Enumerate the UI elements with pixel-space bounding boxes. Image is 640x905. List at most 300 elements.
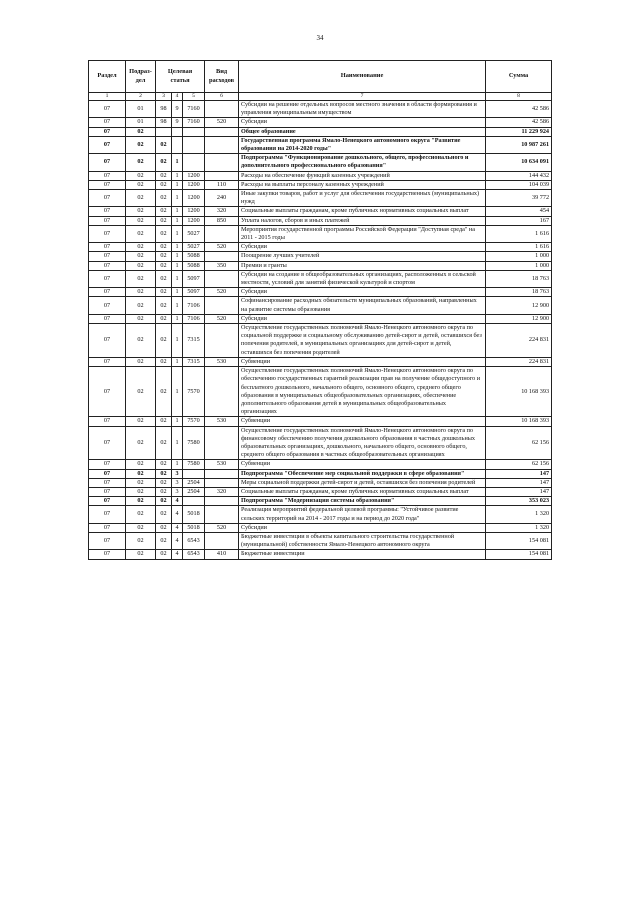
podrazdel-cell: 01 [126,101,156,118]
article-c-cell: 7106 [183,314,205,323]
article-a-cell: 02 [156,180,172,189]
article-a-cell: 98 [156,118,172,127]
sum-cell: 1 000 [486,261,552,270]
sum-cell: 154 081 [486,550,552,559]
vid-cell: 240 [205,190,239,207]
podrazdel-cell: 02 [126,225,156,242]
vid-cell [205,367,239,417]
name-cell: Уплата налогов, сборов и иных платежей [239,216,486,225]
article-c-cell: 5027 [183,225,205,242]
name-cell: Мероприятия государственной программы Российской Федерации "Доступная среда" на 2011 - 2015 годы [239,225,486,242]
index-cell: 4 [172,93,183,101]
podrazdel-cell: 02 [126,171,156,180]
name-cell: Субсидии на решение отдельных вопросов местного значения в области формирования и управления муниципальным имуществом [239,101,486,118]
article-b-cell: 4 [172,506,183,523]
article-a-cell: 02 [156,297,172,314]
article-b-cell: 3 [172,469,183,478]
vid-cell: 520 [205,118,239,127]
name-cell: Субсидии [239,314,486,323]
table-row [89,478,552,487]
razdel-cell: 07 [89,324,126,358]
sum-cell: 1 000 [486,252,552,261]
index-cell: 2 [126,93,156,101]
razdel-cell: 07 [89,497,126,506]
razdel-cell: 07 [89,261,126,270]
podrazdel-cell: 02 [126,367,156,417]
razdel-cell: 07 [89,171,126,180]
index-cell: 3 [156,93,172,101]
razdel-cell: 07 [89,523,126,532]
table-row [89,171,552,180]
table-row [89,357,552,366]
article-b-cell: 1 [172,190,183,207]
article-b-cell: 1 [172,314,183,323]
article-b-cell: 4 [172,532,183,549]
name-cell: Субвенции [239,417,486,426]
vid-cell: 350 [205,261,239,270]
razdel-cell: 07 [89,154,126,171]
article-c-cell: 7315 [183,324,205,358]
table-row [89,426,552,460]
article-c-cell: 1200 [183,190,205,207]
page-number: 34 [316,34,324,42]
sum-cell: 104 039 [486,180,552,189]
article-b-cell: 4 [172,497,183,506]
table-row [89,190,552,207]
article-c-cell: 5088 [183,252,205,261]
name-cell: Осуществление государственных полномочий Ямало-Ненецкого автономного округа по финансовому обеспечению получения дошкольного образования в частных дошкольных образовательных организациях, дошкольного, начального общего, основного общего, среднего общего образования в частных общеобразовательных организациях [239,426,486,460]
podrazdel-cell: 02 [126,417,156,426]
article-b-cell: 1 [172,154,183,171]
sum-cell: 11 229 924 [486,127,552,136]
sum-cell: 10 987 261 [486,136,552,153]
podrazdel-cell: 02 [126,216,156,225]
razdel-cell: 07 [89,118,126,127]
article-a-cell: 02 [156,487,172,496]
sum-cell: 18 763 [486,288,552,297]
header-summa: Сумма [486,61,552,93]
sum-cell: 1 616 [486,243,552,252]
article-b-cell: 1 [172,270,183,287]
table-row [89,154,552,171]
article-a-cell: 02 [156,523,172,532]
vid-cell: 520 [205,288,239,297]
podrazdel-cell: 02 [126,550,156,559]
razdel-cell: 07 [89,216,126,225]
vid-cell [205,270,239,287]
article-c-cell [183,154,205,171]
podrazdel-cell: 02 [126,426,156,460]
podrazdel-cell: 02 [126,136,156,153]
razdel-cell: 07 [89,469,126,478]
article-a-cell: 02 [156,478,172,487]
table-row [89,180,552,189]
vid-cell [205,127,239,136]
table-row [89,417,552,426]
razdel-cell: 07 [89,207,126,216]
article-a-cell [156,127,172,136]
table-row [89,118,552,127]
razdel-cell: 07 [89,252,126,261]
name-cell: Субсидии [239,118,486,127]
podrazdel-cell: 02 [126,288,156,297]
vid-cell [205,171,239,180]
podrazdel-cell: 02 [126,180,156,189]
article-b-cell: 1 [172,357,183,366]
podrazdel-cell: 02 [126,314,156,323]
index-row [89,93,552,101]
razdel-cell: 07 [89,225,126,242]
article-a-cell: 02 [156,550,172,559]
sum-cell: 147 [486,469,552,478]
name-cell: Общее образование [239,127,486,136]
name-cell: Социальные выплаты гражданам, кроме публичных нормативных социальных выплат [239,487,486,496]
sum-cell: 147 [486,478,552,487]
sum-cell: 224 831 [486,357,552,366]
name-cell: Субсидии [239,243,486,252]
index-cell: 7 [239,93,486,101]
razdel-cell: 07 [89,426,126,460]
header-podrazdel: Подраз-дел [126,61,156,93]
article-b-cell: 1 [172,460,183,469]
article-a-cell: 02 [156,270,172,287]
name-cell: Бюджетные инвестиции в объекты капитального строительства государственной (муниципальной) собственности Ямало-Ненецкого автономного округа [239,532,486,549]
article-c-cell: 7160 [183,118,205,127]
vid-cell: 110 [205,180,239,189]
article-a-cell: 02 [156,243,172,252]
razdel-cell: 07 [89,367,126,417]
podrazdel-cell: 02 [126,190,156,207]
article-c-cell: 5018 [183,523,205,532]
table-row [89,243,552,252]
name-cell: Расходы на обеспечение функций казенных учреждений [239,171,486,180]
article-a-cell: 02 [156,417,172,426]
podrazdel-cell: 02 [126,243,156,252]
vid-cell [205,506,239,523]
name-cell: Реализация мероприятий федеральной целевой программы: "Устойчивое развитие сельских территорий на 2014 - 2017 годы и на период до 2020 года" [239,506,486,523]
podrazdel-cell: 02 [126,127,156,136]
article-c-cell [183,127,205,136]
vid-cell [205,154,239,171]
name-cell: Субвенции [239,357,486,366]
razdel-cell: 07 [89,550,126,559]
name-cell: Подпрограмма "Функционирование дошкольного, общего, профессионального и дополнительного профессионального образования" [239,154,486,171]
article-c-cell: 2504 [183,487,205,496]
sum-cell: 154 081 [486,532,552,549]
podrazdel-cell: 02 [126,261,156,270]
table-row [89,261,552,270]
article-c-cell [183,469,205,478]
vid-cell [205,426,239,460]
article-b-cell: 3 [172,478,183,487]
vid-cell [205,469,239,478]
article-c-cell [183,136,205,153]
article-a-cell: 02 [156,469,172,478]
table-row [89,532,552,549]
article-c-cell: 5097 [183,288,205,297]
vid-cell [205,136,239,153]
article-c-cell: 7570 [183,417,205,426]
article-a-cell: 02 [156,532,172,549]
sum-cell: 10 168 393 [486,367,552,417]
article-c-cell: 5088 [183,261,205,270]
sum-cell: 10 634 091 [486,154,552,171]
table-body [89,101,552,560]
razdel-cell: 07 [89,101,126,118]
index-cell: 8 [486,93,552,101]
article-a-cell: 02 [156,252,172,261]
article-c-cell: 5027 [183,243,205,252]
index-cell: 6 [205,93,239,101]
razdel-cell: 07 [89,270,126,287]
podrazdel-cell: 02 [126,478,156,487]
vid-cell [205,252,239,261]
article-b-cell: 1 [172,297,183,314]
table-row [89,136,552,153]
razdel-cell: 07 [89,532,126,549]
sum-cell: 144 432 [486,171,552,180]
vid-cell: 530 [205,460,239,469]
razdel-cell: 07 [89,478,126,487]
razdel-cell: 07 [89,297,126,314]
vid-cell: 530 [205,357,239,366]
article-a-cell: 02 [156,171,172,180]
article-b-cell: 9 [172,118,183,127]
article-b-cell: 1 [172,243,183,252]
podrazdel-cell: 02 [126,497,156,506]
article-c-cell: 7570 [183,367,205,417]
table-row [89,497,552,506]
article-c-cell: 1200 [183,207,205,216]
name-cell: Подпрограмма "Модернизация системы образования" [239,497,486,506]
vid-cell [205,225,239,242]
name-cell: Субсидии [239,523,486,532]
article-a-cell: 02 [156,190,172,207]
article-c-cell: 7160 [183,101,205,118]
vid-cell: 850 [205,216,239,225]
vid-cell [205,532,239,549]
podrazdel-cell: 02 [126,154,156,171]
article-a-cell: 98 [156,101,172,118]
article-c-cell: 7315 [183,357,205,366]
article-c-cell: 6543 [183,532,205,549]
name-cell: Осуществление государственных полномочий Ямало-Ненецкого автономного округа по социальной поддержке и социальному обслуживанию детей-сирот и детей, оставшихся без попечения родителей, в муниципальных организациях для детей-сирот и детей, оставшихся без попечения родителей [239,324,486,358]
sum-cell: 62 156 [486,460,552,469]
table-row [89,469,552,478]
razdel-cell: 07 [89,314,126,323]
article-a-cell: 02 [156,288,172,297]
table-row [89,127,552,136]
article-b-cell: 3 [172,487,183,496]
razdel-cell: 07 [89,127,126,136]
razdel-cell: 07 [89,417,126,426]
podrazdel-cell: 02 [126,487,156,496]
razdel-cell: 07 [89,136,126,153]
table-row [89,487,552,496]
article-a-cell: 02 [156,367,172,417]
table-row [89,523,552,532]
name-cell: Софинансирование расходных обязательств муниципальных образований, направленных на развитие системы образования [239,297,486,314]
name-cell: Меры социальной поддержки детей-сирот и детей, оставшихся без попечения родителей [239,478,486,487]
table-row [89,314,552,323]
podrazdel-cell: 01 [126,118,156,127]
article-a-cell: 02 [156,506,172,523]
vid-cell [205,297,239,314]
header-celevaya: Целевая статья [156,61,205,93]
table-row [89,550,552,559]
article-a-cell: 02 [156,497,172,506]
article-b-cell: 4 [172,523,183,532]
table-row [89,297,552,314]
article-b-cell: 1 [172,417,183,426]
article-b-cell: 1 [172,171,183,180]
article-c-cell: 2504 [183,478,205,487]
vid-cell [205,324,239,358]
article-b-cell: 1 [172,288,183,297]
name-cell: Субвенции [239,460,486,469]
article-c-cell: 1200 [183,180,205,189]
header-naim: Наименование [239,61,486,93]
article-c-cell: 7580 [183,460,205,469]
vid-cell [205,478,239,487]
podrazdel-cell: 02 [126,532,156,549]
vid-cell [205,101,239,118]
vid-cell: 530 [205,417,239,426]
name-cell: Расходы на выплаты персоналу казенных учреждений [239,180,486,189]
sum-cell: 353 023 [486,497,552,506]
podrazdel-cell: 02 [126,270,156,287]
razdel-cell: 07 [89,487,126,496]
article-b-cell: 1 [172,216,183,225]
article-b-cell: 1 [172,324,183,358]
table-row [89,288,552,297]
vid-cell: 520 [205,314,239,323]
table-row [89,225,552,242]
podrazdel-cell: 02 [126,297,156,314]
article-a-cell: 02 [156,426,172,460]
article-b-cell: 9 [172,101,183,118]
index-cell: 1 [89,93,126,101]
podrazdel-cell: 02 [126,523,156,532]
name-cell: Социальные выплаты гражданам, кроме публичных нормативных социальных выплат [239,207,486,216]
article-b-cell: 1 [172,252,183,261]
article-c-cell: 7580 [183,426,205,460]
podrazdel-cell: 02 [126,357,156,366]
article-b-cell: 1 [172,367,183,417]
article-c-cell: 7106 [183,297,205,314]
vid-cell: 320 [205,207,239,216]
sum-cell: 167 [486,216,552,225]
article-b-cell: 1 [172,207,183,216]
article-a-cell: 02 [156,357,172,366]
podrazdel-cell: 02 [126,469,156,478]
table-row [89,506,552,523]
article-a-cell: 02 [156,225,172,242]
sum-cell: 42 586 [486,118,552,127]
sum-cell: 1 320 [486,506,552,523]
razdel-cell: 07 [89,243,126,252]
article-a-cell: 02 [156,216,172,225]
article-c-cell: 6543 [183,550,205,559]
razdel-cell: 07 [89,460,126,469]
article-a-cell: 02 [156,261,172,270]
razdel-cell: 07 [89,288,126,297]
sum-cell: 42 586 [486,101,552,118]
article-c-cell: 5018 [183,506,205,523]
article-b-cell: 4 [172,550,183,559]
article-b-cell [172,136,183,153]
name-cell: Субсидии [239,288,486,297]
vid-cell [205,497,239,506]
razdel-cell: 07 [89,180,126,189]
razdel-cell: 07 [89,357,126,366]
sum-cell: 12 900 [486,297,552,314]
budget-table [88,60,552,560]
name-cell: Иные закупки товаров, работ и услуг для обеспечения государственных (муниципальных) нужд [239,190,486,207]
sum-cell: 1 616 [486,225,552,242]
index-cell: 5 [183,93,205,101]
sum-cell: 39 772 [486,190,552,207]
vid-cell: 320 [205,487,239,496]
sum-cell: 12 900 [486,314,552,323]
sum-cell: 454 [486,207,552,216]
name-cell: Поощрение лучших учителей [239,252,486,261]
podrazdel-cell: 02 [126,207,156,216]
table-row [89,207,552,216]
name-cell: Субсидии на создание в общеобразовательных организациях, расположенных в сельской местности, условий для занятий физической культурой и спортом [239,270,486,287]
article-c-cell: 1200 [183,216,205,225]
table-row [89,324,552,358]
table-row [89,367,552,417]
name-cell: Осуществление государственных полномочий Ямало-Ненецкого автономного округа по обеспечению государственных гарантий реализации прав на получение общедоступного и бесплатного дошкольного, начального общего, основного общего, среднего общего образования в муниципальных общеобразовательных организациях, обеспечение дополнительного образования детей в муниципальных общеобразовательных организациях [239,367,486,417]
article-b-cell [172,127,183,136]
name-cell: Подпрограмма "Обеспечение мер социальной поддержки в сфере образования" [239,469,486,478]
razdel-cell: 07 [89,190,126,207]
article-b-cell: 1 [172,261,183,270]
sum-cell: 224 831 [486,324,552,358]
podrazdel-cell: 02 [126,506,156,523]
table-row [89,252,552,261]
article-a-cell: 02 [156,460,172,469]
article-a-cell: 02 [156,154,172,171]
sum-cell: 10 168 393 [486,417,552,426]
table-row [89,270,552,287]
vid-cell: 520 [205,243,239,252]
header-razdel: Раздел [89,61,126,93]
podrazdel-cell: 02 [126,460,156,469]
article-a-cell: 02 [156,207,172,216]
table-row [89,460,552,469]
name-cell: Государственная программа Ямало-Ненецкого автономного округа "Развитие образования на 2014-2020 годы" [239,136,486,153]
sum-cell: 147 [486,487,552,496]
article-c-cell [183,497,205,506]
razdel-cell: 07 [89,506,126,523]
article-b-cell: 1 [172,180,183,189]
vid-cell: 410 [205,550,239,559]
article-a-cell: 02 [156,314,172,323]
article-b-cell: 1 [172,225,183,242]
name-cell: Премии и гранты [239,261,486,270]
article-b-cell: 1 [172,426,183,460]
sum-cell: 18 763 [486,270,552,287]
vid-cell: 520 [205,523,239,532]
sum-cell: 62 156 [486,426,552,460]
article-a-cell: 02 [156,324,172,358]
podrazdel-cell: 02 [126,324,156,358]
podrazdel-cell: 02 [126,252,156,261]
article-c-cell: 1200 [183,171,205,180]
sum-cell: 1 320 [486,523,552,532]
